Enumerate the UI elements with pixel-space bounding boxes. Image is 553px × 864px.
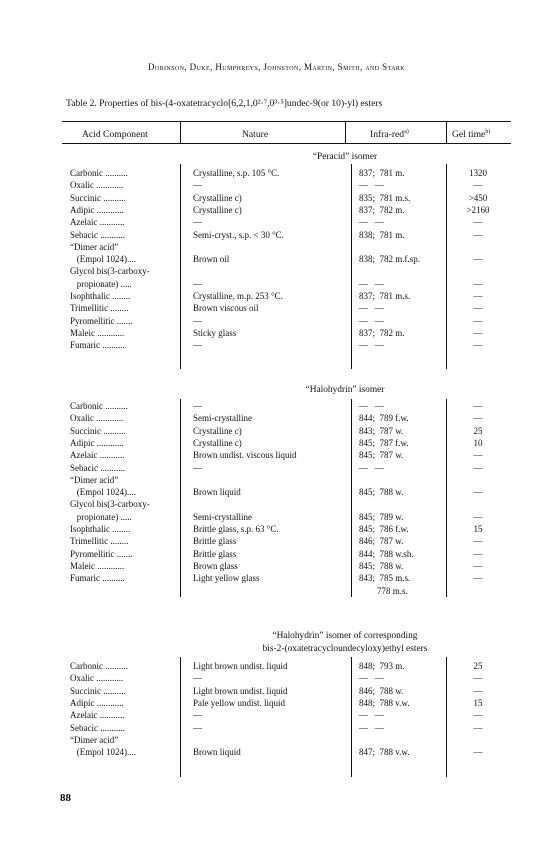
body-divider-3b [446, 399, 447, 597]
table-cell-nature: — [193, 278, 202, 289]
table-cell-acid: Pyromellitic ....... [70, 548, 133, 559]
table-cell-ir: — — [359, 315, 384, 326]
table-cell-gel: — [473, 291, 483, 301]
table-cell-nature: — [193, 722, 202, 733]
table-cell-gel: — [473, 315, 483, 326]
table-cell-nature: Light yellow glass [193, 573, 260, 584]
table-cell-nature: — [193, 462, 202, 473]
table-cell-ir: 838; 781 m. [359, 229, 405, 240]
table-cell-nature: Brittle glass [193, 536, 237, 547]
page-number: 88 [60, 792, 71, 804]
table-cell-ir: 837; 781 m.s. [359, 291, 411, 301]
table-cell-acid: (Empol 1024).... [70, 487, 136, 498]
table-cell-gel: — [473, 511, 483, 522]
table-cell-ir: 838; 782 m.f.sp. [359, 254, 421, 265]
table-cell-nature: Light brown undist. liquid [193, 685, 288, 696]
table-cell-gel: — [473, 536, 483, 547]
table-cell-acid: Oxalic ............ [70, 413, 124, 424]
table-cell-ir: 844; 789 f.w. [359, 413, 409, 424]
header-nature: Nature [242, 129, 269, 140]
table-cell-nature: Brown undist. viscous liquid [193, 450, 297, 461]
table-cell-acid: “Dimer acid” [70, 241, 119, 252]
body-divider-3 [446, 164, 447, 369]
table-cell-gel: — [473, 340, 483, 351]
table-cell-ir: 845; 788 w. [359, 560, 404, 571]
table-cell-gel: 15 [473, 697, 483, 708]
body-divider-1b [180, 399, 181, 597]
header-gel-time [452, 129, 490, 140]
table-cell-ir: 843; 785 m.s. [359, 573, 411, 584]
table-cell-acid: Succinic .......... [70, 192, 126, 203]
table-cell-acid: Sebacic ........... [70, 722, 125, 733]
table-cell-acid: (Empol 1024).... [70, 747, 136, 758]
table-cell-ir: 845; 788 w. [359, 487, 404, 498]
table-cell-acid: Azelaic ........... [70, 450, 125, 461]
table-cell-nature: — [193, 401, 202, 411]
table-cell-acid: Adipic ............ [70, 437, 124, 448]
body-divider-2 [351, 164, 352, 369]
section-corresponding-line1: “Halohydrin” isomer of corresponding [272, 631, 418, 641]
table-cell-gel: >2160 [466, 204, 490, 215]
body-divider-1 [180, 164, 181, 369]
table-cell-gel: 1320 [469, 168, 487, 178]
header-gel-time-footnote: b) [485, 129, 491, 135]
table-cell-ir: 837; 781 m. [359, 168, 405, 178]
table-cell-nature: — [193, 217, 202, 228]
table-cell-acid: Oxalic ............ [70, 673, 124, 684]
table-cell-acid: Carbonic .......... [70, 661, 128, 671]
table-cell-ir: 845; 787 f.w. [359, 437, 409, 448]
table-cell-acid: Isophthalic ........ [70, 524, 131, 534]
table-cell-gel: 10 [473, 437, 483, 448]
table-cell-ir: 843; 787 w. [359, 425, 404, 436]
table-cell-acid: “Dimer acid” [70, 474, 119, 485]
table-cell-ir: — — [359, 401, 384, 411]
table-cell-nature: Crystalline, s.p. 105 °C. [193, 168, 280, 178]
table-cell-acid: (Empol 1024).... [70, 254, 136, 265]
table-cell-ir: — — [359, 722, 384, 733]
header-infrared-label: Infra-red [370, 129, 405, 141]
table-cell-gel: — [473, 685, 483, 696]
table-cell-acid: Adipic ............ [70, 697, 124, 708]
table-cell-nature: Light brown undist. liquid [193, 661, 288, 671]
table-cell-gel: — [473, 327, 483, 338]
table-cell-ir: — — [359, 278, 384, 289]
column-divider-2 [345, 121, 346, 143]
table-cell-gel: — [473, 413, 483, 424]
table-cell-acid: Succinic .......... [70, 425, 126, 436]
table-cell-ir: — — [359, 217, 384, 228]
header-gel-time-label: Gel time [452, 129, 486, 141]
table-cell-ir: — — [359, 340, 384, 351]
table-cell-gel: — [473, 217, 483, 228]
table-cell-nature: Crystalline c) [193, 192, 242, 203]
table-cell-acid: Maleic ............ [70, 327, 125, 338]
table-cell-ir: 846; 788 w. [359, 685, 404, 696]
table-cell-gel: — [473, 450, 483, 461]
table-cell-acid: Trimellitic ........ [70, 303, 129, 314]
table-cell-acid: Glycol bis(3-carboxy- [70, 499, 150, 510]
table-cell-gel: — [473, 710, 483, 721]
table-cell-acid: Glycol bis(3-carboxy- [70, 266, 150, 277]
table-cell-ir: — — [359, 462, 384, 473]
table-cell-gel: — [473, 462, 483, 473]
table-cell-ir: 837; 782 m. [359, 327, 405, 338]
table-cell-gel: — [473, 229, 483, 240]
table-cell-ir: 845; 786 f.w. [359, 524, 409, 534]
table-cell-gel: — [473, 303, 483, 314]
table-cell-gel: — [473, 401, 483, 411]
table-title: Table 2. Properties of bis-(4-oxatetracyclo[6,2,1,0²·⁷,0³·⁵]undec-9(or 10)-yl) esters [66, 98, 383, 109]
table-cell-acid: Carbonic .......... [70, 168, 128, 178]
table-cell-nature: — [193, 315, 202, 326]
table-cell-nature: Brown glass [193, 560, 238, 571]
table-cell-nature: Brown viscous oil [193, 303, 259, 314]
column-divider-3 [446, 121, 447, 143]
table-cell-gel: — [473, 722, 483, 733]
header-acid-component: Acid Component [82, 129, 148, 140]
table-cell-acid: Maleic ............ [70, 560, 125, 571]
table-cell-ir: 848; 793 m. [359, 661, 405, 671]
table-top-rule [62, 121, 511, 122]
table-cell-nature: Pale yellow undist. liquid [193, 697, 285, 708]
table-cell-nature: — [193, 180, 202, 191]
table-cell-acid: Sebacic ........... [70, 229, 125, 240]
table-cell-ir: — — [359, 303, 384, 314]
table-cell-nature: Brittle glass [193, 548, 237, 559]
table-cell-gel: — [473, 180, 483, 191]
section-corresponding-line2: bis-2-(oxatetracycloundecyloxy)ethyl esters [262, 644, 428, 654]
column-divider-1 [180, 121, 181, 143]
table-cell-acid: Fumaric .......... [70, 573, 125, 584]
table-cell-acid: Isophthalic ........ [70, 291, 131, 301]
table-cell-acid: Trimellitic ........ [70, 536, 129, 547]
table-cell-acid: Adipic ............ [70, 204, 124, 215]
table-cell-nature: Brown oil [193, 254, 230, 265]
table-cell-gel: — [473, 673, 483, 684]
table-cell-ir: 845; 789 w. [359, 511, 404, 522]
table-cell-nature: Brown liquid [193, 487, 241, 498]
table-cell-ir: 837; 782 m. [359, 204, 405, 215]
table-cell-nature: — [193, 673, 202, 684]
table-cell-gel: 25 [473, 425, 483, 436]
table-cell-acid: Sebacic ........... [70, 462, 125, 473]
table-cell-ir: — — [359, 710, 384, 721]
table-cell-acid: Pyromellitic ....... [70, 315, 133, 326]
table-cell-nature: Crystalline, m.p. 253 °C. [193, 291, 283, 301]
table-cell-gel: — [473, 560, 483, 571]
table-cell-ir: 847; 788 v.w. [359, 747, 410, 758]
table-cell-gel: — [473, 278, 483, 289]
body-divider-2b [351, 399, 352, 597]
table-cell-nature: Brittle glass, s.p. 63 °C. [193, 524, 279, 534]
table-cell-gel: — [473, 254, 483, 265]
table-cell-gel: 25 [473, 661, 483, 671]
table-cell-ir: 846; 787 w. [359, 536, 404, 547]
table-cell-ir: 848; 788 v.w. [359, 697, 410, 708]
table-cell-nature: Brown liquid [193, 747, 241, 758]
header-infrared-footnote: a) [404, 129, 409, 135]
table-cell-ir: 778 m.s. [359, 585, 408, 596]
table-cell-ir: — — [359, 673, 384, 684]
header-infrared [370, 129, 409, 140]
table-cell-nature: — [193, 340, 202, 351]
table-cell-acid: “Dimer acid” [70, 734, 119, 745]
table-cell-acid: Succinic .......... [70, 685, 126, 696]
table-cell-nature: — [193, 710, 202, 721]
table-cell-nature: Crystalline c) [193, 437, 242, 448]
table-cell-acid: Fumaric .......... [70, 340, 125, 351]
table-cell-gel: >450 [468, 192, 488, 203]
table-cell-ir: — — [359, 180, 384, 191]
table-cell-gel: 15 [473, 524, 483, 534]
table-cell-gel: — [473, 548, 483, 559]
table-cell-acid: Oxalic ............ [70, 180, 124, 191]
table-cell-nature: Crystalline c) [193, 425, 242, 436]
section-halohydrin: “Halohydrin” isomer [305, 385, 385, 395]
table-cell-gel: — [473, 573, 483, 584]
table-cell-ir: 845; 787 w. [359, 450, 404, 461]
running-header: Dobinson, Duke, Humphreys, Johnston, Martin, Smith, and Stark [147, 62, 406, 72]
table-cell-nature: Semi-crystalline [193, 413, 252, 424]
section-peracid: “Peracid” isomer [312, 152, 378, 162]
table-cell-gel: — [473, 747, 483, 758]
header-bottom-rule [62, 143, 511, 144]
table-cell-acid: Azelaic ........... [70, 217, 125, 228]
table-cell-acid: propionate) ..... [70, 511, 132, 522]
table-cell-ir: 844; 788 w.sh. [359, 548, 414, 559]
table-cell-acid: Carbonic .......... [70, 401, 128, 411]
body-divider-2c [351, 657, 352, 777]
table-cell-nature: Semi-cryst., s.p. < 30 °C. [193, 229, 284, 240]
table-cell-nature: Crystalline c) [193, 204, 242, 215]
body-divider-3c [446, 657, 447, 777]
table-cell-nature: Sticky glass [193, 327, 237, 338]
table-cell-gel: — [473, 487, 483, 498]
body-divider-1c [180, 657, 181, 777]
table-cell-nature: Semi-crystalline [193, 511, 252, 522]
table-cell-ir: 835; 781 m.s. [359, 192, 411, 203]
table-cell-acid: propionate) ..... [70, 278, 132, 289]
table-cell-acid: Azelaic ........... [70, 710, 125, 721]
